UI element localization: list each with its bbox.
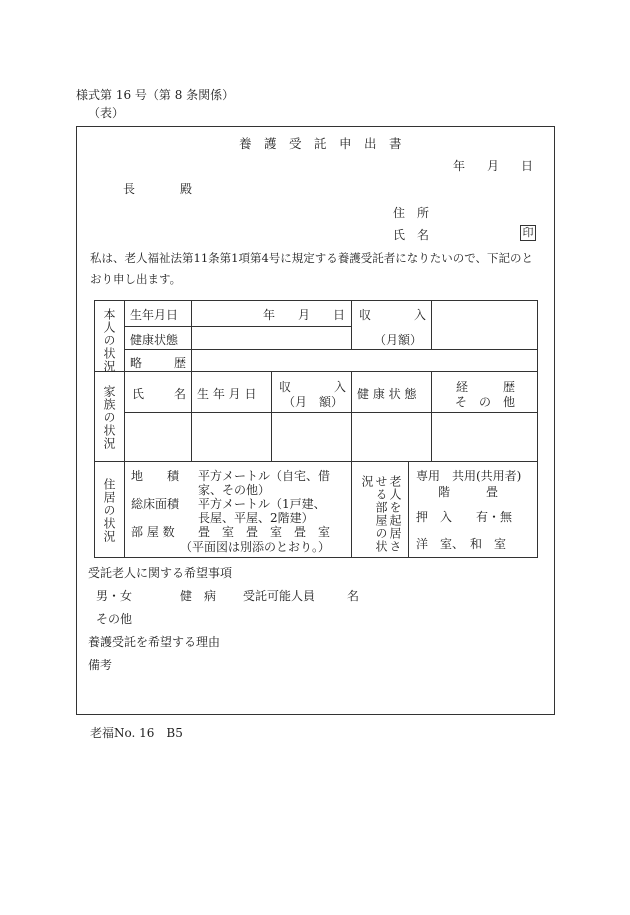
addressee-head: 長 bbox=[123, 182, 136, 196]
table-divider bbox=[94, 371, 538, 372]
history-label-b: 歴 bbox=[174, 356, 187, 370]
birth-month-label: 月 bbox=[298, 308, 311, 322]
income-label-b: 入 bbox=[414, 308, 427, 322]
wish-gender: 男・女 bbox=[96, 589, 133, 603]
table-divider bbox=[124, 349, 538, 350]
wishes-heading: 受託老人に関する希望事項 bbox=[88, 566, 233, 580]
table-divider bbox=[124, 326, 351, 327]
birthdate-label: 生年月日 bbox=[130, 308, 179, 322]
family-col-income-b: 入 bbox=[334, 380, 347, 394]
land-area-label: 地 積 bbox=[131, 469, 180, 483]
reason-heading: 養護受託を希望する理由 bbox=[88, 635, 221, 649]
table-divider bbox=[351, 461, 352, 558]
family-col-birthdate: 生 年 月 日 bbox=[197, 387, 257, 401]
form-number: 様式第 16 号（第 8 条関係） bbox=[76, 88, 235, 102]
wish-capacity: 受託可能人員 bbox=[243, 589, 316, 603]
land-area-value-2: 家、その他） bbox=[198, 483, 271, 497]
floor-area-value-1: 平方メートル（1戸建、 bbox=[198, 497, 326, 511]
floor-area-value-2: 長屋、平屋、2階建） bbox=[198, 511, 314, 525]
family-section-label: 家族の状況 bbox=[102, 385, 116, 450]
address-label: 住 所 bbox=[393, 206, 430, 220]
health-label: 健康状態 bbox=[130, 333, 179, 347]
form-title: 養 護 受 託 申 出 書 bbox=[239, 136, 402, 151]
table-divider bbox=[94, 461, 538, 462]
room-closet: 押 入 有・無 bbox=[416, 510, 513, 524]
table-divider bbox=[351, 300, 352, 350]
room-use-type: 専用 共用(共用者) bbox=[416, 469, 522, 483]
table-divider bbox=[124, 412, 538, 413]
self-section-label: 本人の状況 bbox=[102, 308, 116, 373]
name-label: 氏 名 bbox=[393, 228, 430, 242]
table-divider bbox=[191, 300, 192, 371]
table-divider bbox=[431, 371, 432, 461]
remarks-heading: 備考 bbox=[88, 658, 113, 672]
birth-day-label: 日 bbox=[333, 308, 346, 322]
statement-line-2: おり申し出ます。 bbox=[90, 272, 182, 286]
room-style: 洋 室、 和 室 bbox=[416, 537, 507, 551]
date-month-label: 月 bbox=[487, 159, 500, 173]
family-col-other: そ の 他 bbox=[455, 395, 516, 409]
housing-section-label: 住居の状況 bbox=[102, 478, 116, 543]
date-day-label: 日 bbox=[521, 159, 534, 173]
table-divider bbox=[408, 461, 409, 558]
family-col-name-a: 氏 bbox=[132, 387, 145, 401]
rooms-label: 部 屋 数 bbox=[131, 525, 175, 539]
family-col-name-b: 名 bbox=[174, 387, 187, 401]
birth-year-label: 年 bbox=[263, 308, 276, 322]
wish-illness: 健 病 bbox=[180, 589, 217, 603]
elder-room-section-label: 老人を起居させる部屋の状況 bbox=[360, 475, 402, 553]
wish-other: その他 bbox=[96, 612, 133, 626]
statement-line-1: 私は、老人福祉法第11条第1項第4号に規定する養護受託者になりたいので、下記のと bbox=[90, 251, 534, 265]
wish-capacity-unit: 名 bbox=[347, 589, 360, 603]
floor-area-label: 総床面積 bbox=[131, 497, 180, 511]
family-col-history-a: 経 bbox=[456, 380, 469, 394]
seal-box: 印 bbox=[520, 225, 536, 241]
income-label-a: 収 bbox=[359, 308, 372, 322]
table-divider bbox=[191, 371, 192, 461]
room-floor-level: 階 畳 bbox=[438, 485, 499, 499]
table-divider bbox=[351, 371, 352, 461]
floor-plan-note: （平面図は別添のとおり。） bbox=[180, 540, 331, 554]
family-col-income-a: 収 bbox=[279, 380, 292, 394]
form-side-label: （表） bbox=[88, 106, 125, 120]
land-area-value-1: 平方メートル（自宅、借 bbox=[198, 469, 331, 483]
date-year-label: 年 bbox=[453, 159, 466, 173]
family-col-health: 健 康 状 態 bbox=[357, 387, 417, 401]
history-label-a: 略 bbox=[130, 356, 143, 370]
income-monthly-label: （月額） bbox=[374, 333, 423, 347]
table-divider bbox=[431, 300, 432, 350]
table-divider bbox=[124, 300, 125, 558]
table-divider bbox=[271, 371, 272, 461]
family-col-history-b: 歴 bbox=[503, 380, 516, 394]
addressee-honorific: 殿 bbox=[180, 182, 193, 196]
rooms-value: 畳 室 畳 室 畳 室 bbox=[198, 525, 331, 539]
footer-code: 老福No. 16 B5 bbox=[90, 726, 183, 740]
family-col-income-sub: （月 額） bbox=[283, 395, 344, 409]
